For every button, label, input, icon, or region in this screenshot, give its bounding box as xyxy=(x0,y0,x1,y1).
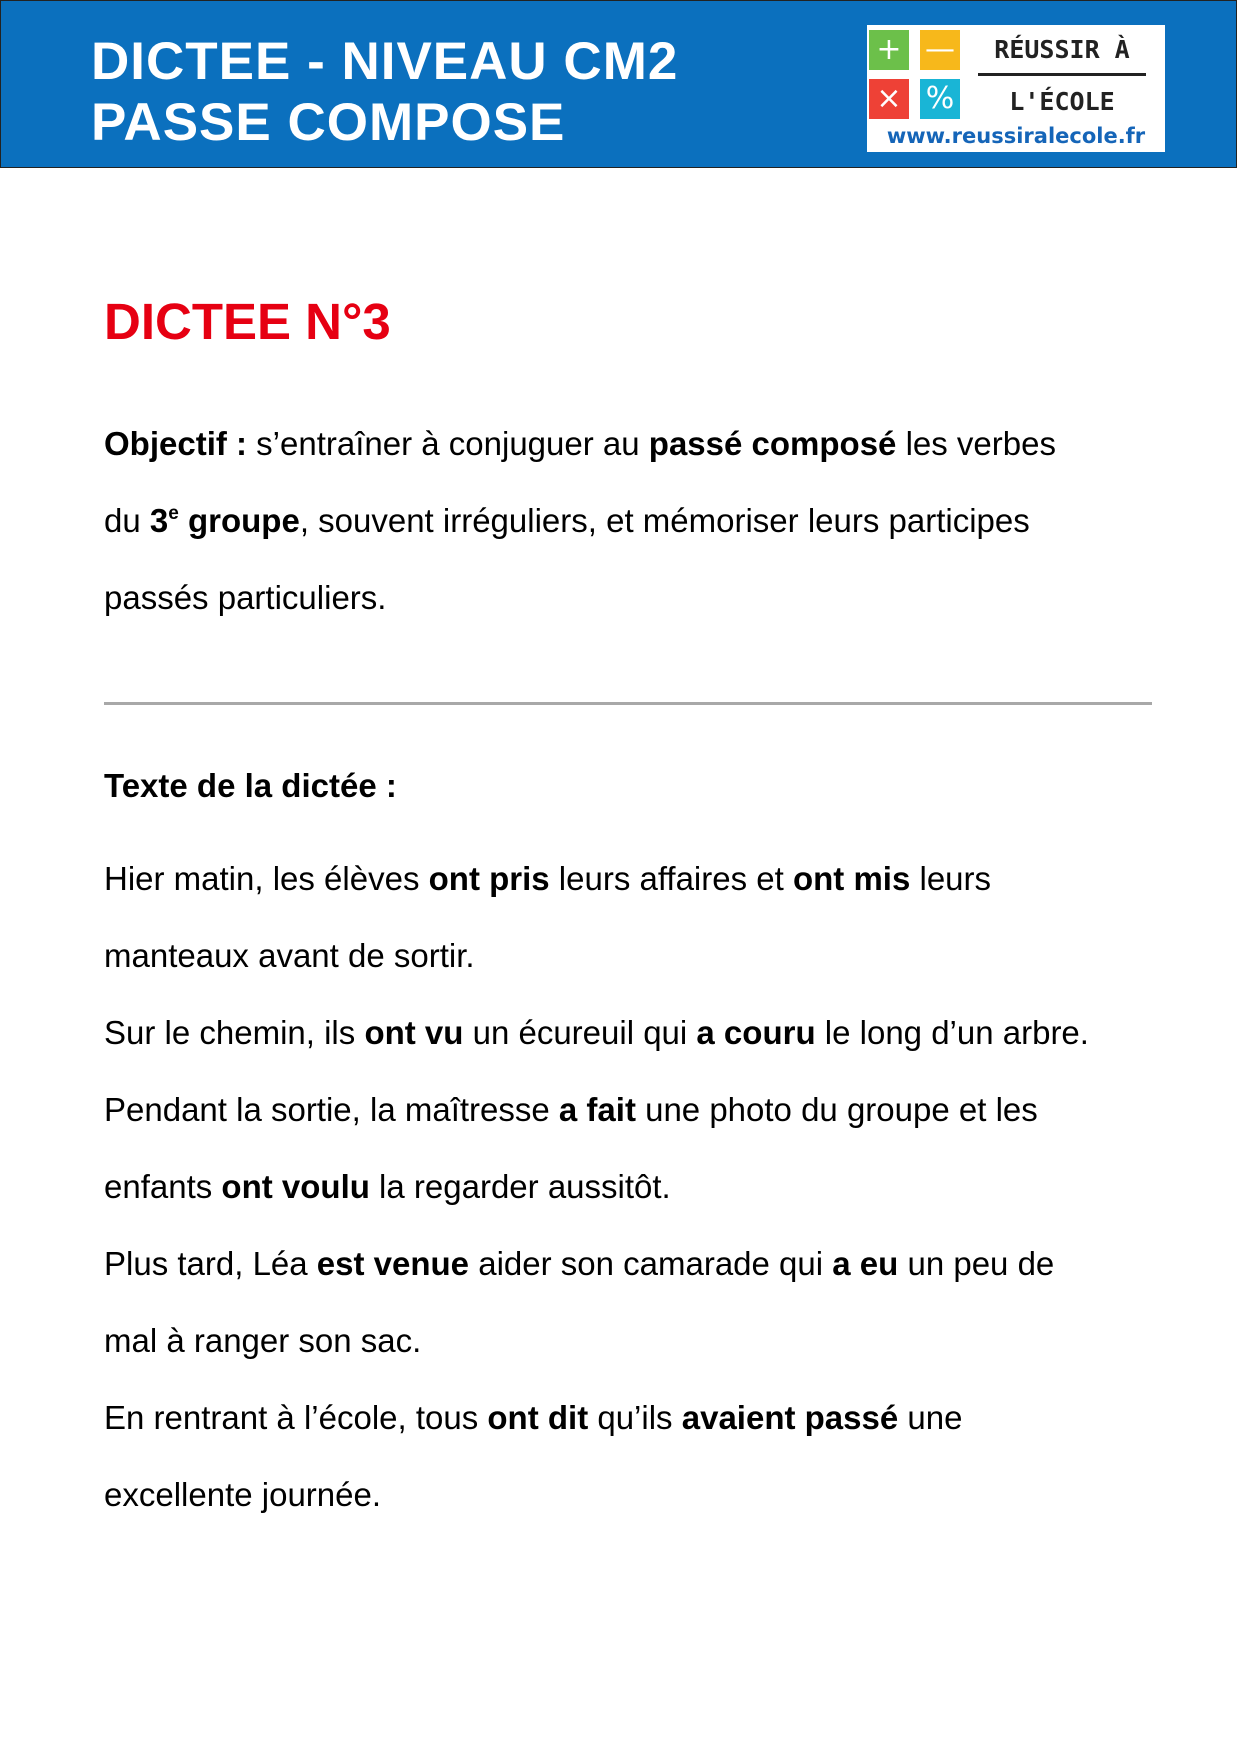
logo-text-line2: L'ÉCOLE xyxy=(1009,87,1115,116)
times-icon: × xyxy=(869,79,909,119)
dictation-line: excellente journée. xyxy=(104,1476,382,1513)
text-run: le long d’un arbre. xyxy=(815,1014,1089,1051)
text-run: un peu de xyxy=(898,1245,1055,1282)
section-divider xyxy=(104,702,1152,705)
group-word: groupe xyxy=(178,502,300,539)
verb-highlight: a fait xyxy=(558,1091,636,1128)
text-run: une photo du groupe et les xyxy=(635,1091,1038,1128)
dictation-line: mal à ranger son sac. xyxy=(104,1322,422,1359)
dictation-line xyxy=(104,1148,1164,1225)
objective-text: , souvent irréguliers, et mémoriser leurs participes xyxy=(299,502,1030,539)
objective-text: s’entraîner à conjuguer au xyxy=(247,425,649,462)
logo-url: www.reussiralecole.fr xyxy=(886,124,1146,148)
dictation-line xyxy=(104,1225,1164,1302)
verb-highlight: ont pris xyxy=(428,860,550,897)
text-run: En rentrant à l’école, tous xyxy=(104,1399,488,1436)
verb-highlight: ont voulu xyxy=(221,1168,370,1205)
objective-line1 xyxy=(104,405,1164,482)
text-run: une xyxy=(898,1399,963,1436)
header-title-line2: PASSE COMPOSE xyxy=(91,93,566,152)
group-number: 3 xyxy=(149,502,169,539)
objective-emphasis: passé composé xyxy=(648,425,897,462)
section-heading: Texte de la dictée : xyxy=(104,767,397,804)
header-banner xyxy=(0,0,1237,168)
objective-label: Objectif : xyxy=(104,425,248,462)
objective-emphasis xyxy=(150,502,300,539)
site-logo xyxy=(867,25,1165,152)
dictation-line: manteaux avant de sortir. xyxy=(104,937,475,974)
verb-highlight: ont mis xyxy=(792,860,911,897)
dictation-line xyxy=(104,994,1164,1071)
text-run: leurs affaires et xyxy=(549,860,793,897)
percent-icon: % xyxy=(920,79,960,119)
verb-highlight: ont dit xyxy=(487,1399,589,1436)
text-run: Hier matin, les élèves xyxy=(104,860,429,897)
text-run: un écureuil qui xyxy=(463,1014,697,1051)
plus-icon: + xyxy=(869,30,909,70)
text-run: Sur le chemin, ils xyxy=(104,1014,365,1051)
objective-text: les verbes xyxy=(896,425,1056,462)
dictation-line xyxy=(104,1379,1164,1456)
objective-paragraph xyxy=(104,405,1164,636)
text-run: leurs xyxy=(910,860,992,897)
minus-icon: — xyxy=(920,30,960,70)
text-run: Plus tard, Léa xyxy=(104,1245,317,1282)
superscript: e xyxy=(168,503,179,524)
verb-highlight: a couru xyxy=(696,1014,816,1051)
objective-line3: passés particuliers. xyxy=(104,579,387,616)
objective-text: du xyxy=(104,502,150,539)
dictation-text xyxy=(104,840,1164,1533)
logo-divider xyxy=(978,73,1146,76)
text-run: la regarder aussitôt. xyxy=(369,1168,671,1205)
verb-highlight: est venue xyxy=(316,1245,470,1282)
verb-highlight: a eu xyxy=(832,1245,899,1282)
verb-highlight: avaient passé xyxy=(681,1399,899,1436)
objective-line2 xyxy=(104,482,1164,559)
text-run: qu’ils xyxy=(588,1399,682,1436)
text-run: enfants xyxy=(104,1168,222,1205)
header-title xyxy=(91,31,678,153)
document-title: DICTEE N°3 xyxy=(104,293,391,350)
text-run: Pendant la sortie, la maîtresse xyxy=(104,1091,559,1128)
text-run: aider son camarade qui xyxy=(469,1245,833,1282)
header-title-line1: DICTEE - NIVEAU CM2 xyxy=(91,32,679,91)
dictation-line xyxy=(104,1071,1164,1148)
verb-highlight: ont vu xyxy=(364,1014,464,1051)
logo-text-line1: RÉUSSIR À xyxy=(994,35,1130,64)
dictation-line xyxy=(104,840,1164,917)
